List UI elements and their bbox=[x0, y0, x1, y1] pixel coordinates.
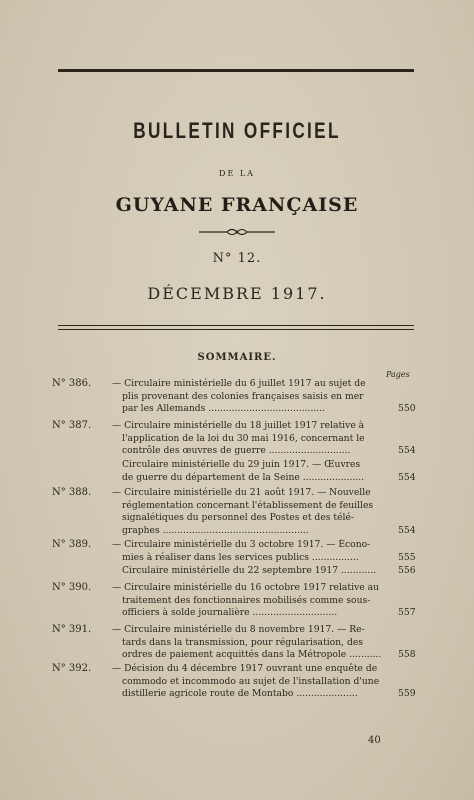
entry-page-number: 554 bbox=[398, 445, 416, 456]
entry-text-line: — Décision du 4 décembre 1917 ouvrant une enquête de bbox=[112, 663, 378, 674]
entry-text-line: officiers à solde journalière ............................. bbox=[122, 607, 338, 618]
entry-number: N° 391. bbox=[52, 624, 92, 635]
entry-text-line: Circulaire ministérielle du 22 septembre 1917 ............ bbox=[122, 565, 377, 576]
entry-text-line: Circulaire ministérielle du 29 juin 1917. — Œuvres bbox=[122, 459, 361, 470]
signature-mark: 40 bbox=[368, 735, 381, 746]
entry-text-line: — Circulaire ministérielle du 3 octobre 1917. — Écono- bbox=[112, 539, 371, 550]
double-rule-bottom bbox=[58, 329, 414, 330]
entry-text-line: l'application de la loi du 30 mai 1916, concernant le bbox=[122, 432, 365, 444]
entry-number: N° 388. bbox=[52, 487, 92, 498]
entry-text-line: graphes .................................................. bbox=[122, 524, 309, 536]
entry-page-number: 555 bbox=[398, 551, 416, 563]
summary-heading: SOMMAIRE. bbox=[197, 352, 277, 363]
entry-text-line: tards dans la transmission, pour régularisation, des bbox=[122, 636, 363, 648]
ornament-icon bbox=[197, 225, 277, 239]
colony-title: GUYANE FRANÇAISE bbox=[115, 194, 359, 216]
entry-text-line: commodo et incommodo au sujet de l'installation d'une bbox=[122, 675, 380, 687]
entry-text-line: — Circulaire ministérielle du 6 juillet 1917 au sujet de bbox=[112, 378, 366, 389]
double-rule-top bbox=[58, 325, 414, 326]
ornament-divider bbox=[0, 224, 474, 238]
entry-text-line: ordres de paiement acquittés dans la Métropole ........... bbox=[122, 649, 382, 660]
entry-text-line: plis provenant des colonies françaises saisis en mer bbox=[122, 390, 364, 402]
entry-text-line: — Circulaire ministérielle du 21 août 1917. — Nouvelle bbox=[112, 487, 371, 498]
entry-number: N° 386. bbox=[52, 378, 92, 389]
entry-page-number: 554 bbox=[398, 471, 416, 483]
pages-column-label: Pages bbox=[386, 370, 410, 379]
bulletin-title: BULLETIN OFFICIEL bbox=[133, 118, 341, 143]
entry-page-number: 559 bbox=[398, 688, 416, 699]
entry-number: N° 390. bbox=[52, 582, 92, 593]
title-connector: DE LA bbox=[219, 169, 255, 178]
entry-page-number: 557 bbox=[398, 607, 416, 618]
entry-text-line: mies à réaliser dans les services publics ................ bbox=[122, 551, 359, 563]
entry-number: N° 392. bbox=[52, 663, 92, 674]
entry-page-number: 556 bbox=[398, 565, 416, 576]
entry-page-number: 558 bbox=[398, 649, 416, 660]
issue-date: DÉCEMBRE 1917. bbox=[147, 284, 327, 303]
entry-text-line: contrôle des œuvres de guerre ............................ bbox=[122, 445, 351, 456]
entry-text-line: distillerie agricole route de Montabo ..................... bbox=[122, 688, 358, 699]
entry-text-line: — Circulaire ministérielle du 16 octobre 1917 relative au bbox=[112, 582, 379, 593]
issue-number: N° 12. bbox=[212, 251, 262, 266]
top-rule bbox=[58, 69, 414, 72]
entry-text-line: — Circulaire ministérielle du 8 novembre 1917. — Re- bbox=[112, 624, 365, 635]
entry-text-line: traitement des fonctionnaires mobilisés comme sous- bbox=[122, 594, 371, 606]
entry-number: N° 387. bbox=[52, 420, 92, 431]
entry-text-line: — Circulaire ministérielle du 18 juillet 1917 relative à bbox=[112, 420, 365, 431]
entry-text-line: de guerre du département de la Seine ..................... bbox=[122, 471, 365, 483]
entry-text-line: par les Allemands ........................................ bbox=[122, 403, 326, 414]
entry-text-line: signalétiques du personnel des Postes et des télé- bbox=[122, 512, 354, 523]
entry-page-number: 554 bbox=[398, 524, 416, 536]
entry-page-number: 550 bbox=[398, 403, 416, 414]
entry-text-line: réglementation concernant l'établissement de feuilles bbox=[122, 499, 374, 511]
entry-number: N° 389. bbox=[52, 539, 92, 550]
